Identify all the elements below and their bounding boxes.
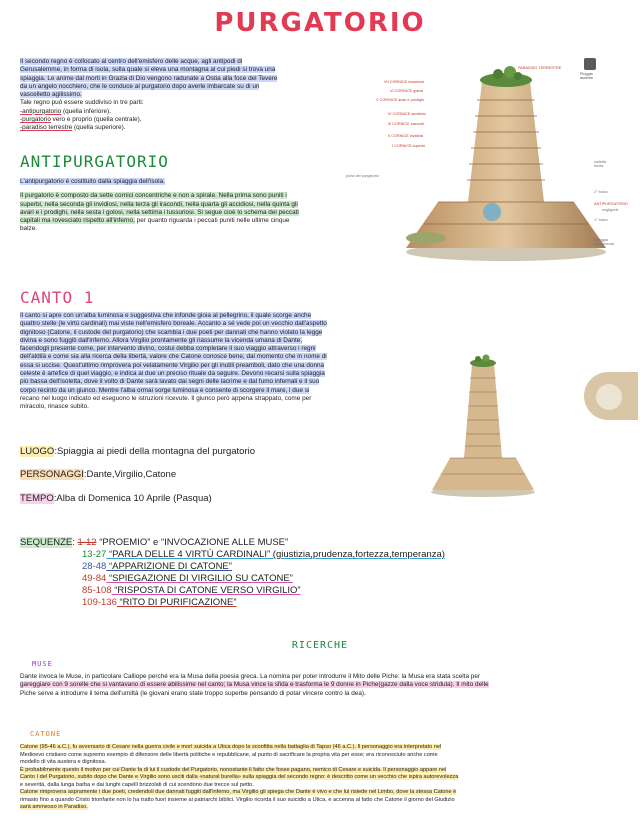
antipurgatorio-line: Il purgatorio è composto da sette cornici concentriche e non a spirale. Nella prima sono puniti i	[20, 192, 287, 200]
label-cornice-5: V CORNICE avari e prodighi	[376, 98, 425, 102]
catone-line: Medioevo cristiano come supremo esempio di difensore delle libertà politiche e repubblicane, al punto di sacrificare la propria vita per esse; era riconosciuto anche come	[20, 751, 438, 758]
canto-line: recano nel luogo indicato ed eseguono le istruzioni ricevute. Il giunco però appena strappato, come per	[20, 394, 312, 402]
muse-line: gareggiare con 9 sorelle che si vantavano di essere abilissime nel canto; la Musa vince la sfida e trasforma le 9 donne in Piche(gazze dalla voce stridula). Il mito delle	[20, 681, 489, 689]
intro-line: vascelletto agilissimo.	[20, 91, 82, 99]
sequenza-text: “RISPOSTA DI CATONE VERSO VIRGILIO”	[111, 585, 301, 596]
canto-line: celeste è artefice di quel viaggio, e indica ai due un preciso rituale da seguire. Devono recarsi sulla spiaggia	[20, 370, 325, 378]
label-porta-purgatorio: porta del purgatorio	[346, 174, 379, 178]
sequenza-text: “APPARIZIONE DI CATONE”	[106, 561, 232, 572]
sequenza-range: 49-84	[82, 573, 107, 584]
sequenza-text: “PARLA DELLE 4 VIRTÙ CARDINALI” (giustizia,prudenza,fortezza,temperanza)	[106, 549, 445, 560]
sequenza-range: 1-12	[77, 537, 97, 548]
sequenze-label: SEQUENZE	[20, 537, 73, 548]
label-spiaggia: spiaggia scomunicati	[594, 238, 615, 246]
luogo-label: LUOGO	[20, 446, 55, 457]
antipurgatorio-line: superbi, nella seconda gli invidiosi, nella terza gli iracondi, nella quarta gli accidiosi, nella quinta gli	[20, 200, 298, 208]
intro-item-text: (quella inferiore),	[61, 107, 111, 115]
intro-line: Il secondo regno è collocato al centro dell'emisfero delle acque, agli antipodi di	[20, 58, 243, 65]
label-cornice-1: I CORNICE superbi	[392, 144, 426, 148]
canto-line: quattro stelle (le virtù cardinali) mai viste nell'emisfero boreale. Accanto a sé vede poi un vecchio dall'aspetto	[20, 320, 327, 328]
label-cornice-2: II CORNICE invidiosi	[388, 134, 424, 138]
sequenza-range: 85-108	[82, 585, 112, 596]
intro-paragraph	[20, 58, 380, 133]
tempo-row	[20, 493, 212, 504]
label-cornice-7: VII CORNICE lussuriosi	[384, 80, 425, 84]
personaggi-value: :Dante,Virgilio,Catone	[83, 469, 177, 480]
intro-item-purgatorio: -purgatorio	[20, 116, 51, 124]
intro-item-text: vero e proprio (quella centrale),	[50, 116, 142, 124]
catone-line: Catone (95-46 a.C.), fu avversario di Cesare nella guerra civile e morì suicida a Utica dopo la sconfitta nella battaglia di Tapso (46 a.C.). Il personaggio era interpretato nel	[20, 744, 442, 750]
purgatory-mountain-diagram	[346, 52, 628, 262]
sequenze-block: SEQUENZE: 1-12 “PROEMIO” e “INVOCAZIONE ALLE MUSE” 13-27 “PARLA DELLE 4 VIRTÙ CARDINALI” (giustizia,prudenza,fortezza,temperanza) 28-48 “APPARIZIONE DI CATONE” 49-84 “SPIEGAZIONE DI VIRGILIO SU CATONE” 85-108 “RISPOSTA DI CATONE VERSO VIRGILIO” 109-136 “RITO DI PURIFICAZIONE”	[20, 537, 445, 608]
catone-line: modello di vita austera e dignitosa.	[20, 759, 107, 765]
antipurgatorio-paragraph	[20, 178, 390, 234]
intro-line: Tale regno può essere suddiviso in tre parti:	[20, 99, 144, 107]
sequenza-range: 109-136	[82, 597, 117, 608]
catone-line: È probabilmente questo il motivo per cui Dante fa di lui il custode del Purgatorio, nonostante il fatto che fosse pagano, nemico di Cesare e suicida. Il personaggio appare nel	[20, 766, 447, 773]
label-pioggia-assente: Pioggia assente	[580, 72, 594, 80]
luogo-value: :Spiaggia ai piedi della montagna del purgatorio	[54, 446, 256, 457]
label-valletta-fiorita: valletta fiorita	[594, 160, 607, 168]
antipurgatorio-line: per quanto riguarda i peccati puniti nelle ultime cinque	[134, 217, 290, 225]
antipurgatorio-line: capitali ma rovesciato rispetto all'inferno,	[20, 217, 135, 225]
intro-item-text: (quella superiore).	[72, 124, 126, 132]
intro-item-antipurgatorio: -antipurgatorio	[20, 107, 62, 115]
muse-heading: MUSE	[32, 660, 53, 668]
sequenza-text: “RITO DI PURIFICAZIONE”	[116, 597, 237, 608]
sequenza-text: “PROEMIO” e “INVOCAZIONE ALLE MUSE”	[96, 537, 289, 548]
antipurgatorio-heading: ANTIPURGATORIO	[20, 152, 169, 171]
personaggi-label: PERSONAGGI	[20, 469, 84, 480]
sequenza-text: “SPIEGAZIONE DI VIRGILIO SU CATONE”	[106, 573, 293, 584]
muse-line: Piche serve a introdurre il tema dell'umiltà (le giovani erano state troppo superbe pensando di potar vincere contro la dea).	[20, 689, 366, 697]
canto-line: miracolo, rinasce subito.	[20, 403, 89, 411]
sequenza-range: 28-48	[82, 561, 107, 572]
canto-line: dignitoso (Catone, il custode del purgatorio) che scambia i due poeti per dannati che hanno violato la legge	[20, 328, 323, 336]
canto-line: facendogli presente come, per intervento divino, costui debba completare il suo viaggio attraverso i regni	[20, 345, 316, 353]
intro-line: Gerusalemme, in forma di isola, sulla quale si eleva una montagna al cui piedi si trova una	[20, 66, 276, 74]
personaggi-row	[20, 469, 176, 480]
canto-summary	[20, 312, 415, 412]
mountain-small-illustration	[428, 348, 538, 498]
catone-line: Canto I del Purgatorio, subito dopo che Dante e Virgilio sono usciti dalla «natural burella» sulla spiaggia del secondo regno: è descritto come un vecchio che ispira autorevolezza	[20, 774, 459, 780]
canto-line: più bassa dell'isoletta, dove il volto di Dante sarà lavato dai segni delle lacrime e dal fumo infernali e il suo	[20, 378, 320, 386]
catone-line: sarà ammesso in Paradiso.	[20, 804, 88, 810]
label-cornice-4: IV CORNICE accidiosi	[388, 112, 426, 116]
label-negligenti: negligenti	[602, 208, 619, 212]
intro-item-paradiso: -paradiso terrestre	[20, 124, 73, 132]
catone-line: rimasto fino a quando Cristo trionfante non lo ha tratto fuori insieme ai patriarchi biblici. Virgilio ricorda il suo suicidio a Utica, e accenna al fatto che Catone il giorno del Giudizio	[20, 796, 455, 803]
tempo-value: :Alba di Domenica 10 Aprile (Pasqua)	[53, 493, 212, 504]
intro-line: spiaggia. Le anime dal morti in Grazia di Dio vengono radunate a Ostia alla foce del Tevere	[20, 74, 278, 82]
canto-line: dell'aldilà e come sia alla ricerca della libertà, valore che Catone conosce bene, dal momento che in nome di	[20, 353, 327, 361]
canto-line: Il canto si apre con un'alba luminosa e suggestiva che infonde gioia al pellegrino, il quale scorge anche	[20, 312, 312, 319]
catone-line: e severità, dalla lunga barba e dai lunghi capelli brizzolati di cui scendono due trecce sul petto.	[20, 781, 254, 788]
label-antipurgatorio: ANTIPURGATORIO	[594, 202, 628, 206]
canto-line: corpo recinto da un giunco. Mentre l'alba ormai sorge luminosa e consente di scorgere il mare, i due si	[20, 386, 310, 394]
label-cornice-6: VI CORNICE golosi	[390, 89, 424, 93]
catone-paragraph	[20, 744, 620, 812]
label-balzo-1: 1° balzo	[594, 218, 608, 222]
canto-mountain-illustration	[428, 348, 538, 498]
label-balzo-2: 2° balzo	[594, 190, 608, 194]
page-title: PURGATORIO	[214, 8, 426, 38]
sequenza-range: 13-27	[82, 549, 107, 560]
canto-line: divina e sono fuggiti dall'inferno. Allora Virgilio prontamente gli riassume la vicenda umana di Dante,	[20, 336, 303, 344]
canto-line: essa si uccise. Quest'ultimo rimprovera poi velatamente Virgilio per gli inutili preamboli, dato che una donna	[20, 361, 325, 369]
ricerche-heading: RICERCHE	[291, 640, 349, 651]
antipurgatorio-line: L'antipurgatorio è costituito dalla spiaggia dell'isola.	[20, 178, 165, 185]
mountain-illustration	[398, 52, 620, 262]
cornice-detail-image	[578, 372, 638, 420]
label-cornice-3: III CORNICE iracondi	[388, 122, 425, 126]
antipurgatorio-line: avari e i prodighi, nella sesta i golosi, nella settima i lussuriosi. Si segue cioè lo schema dei peccati	[20, 208, 299, 216]
label-paradiso-terrestre: PARADISO TERRESTRE	[518, 66, 562, 70]
catone-line: Catone rimprovera aspramente i due poeti, credendoli due dannati fuggiti dall'inferno, ma Virgilio gli spiega che Dante è vivo e che lui risiede nel Limbo, dove la stessa Catone è	[20, 789, 457, 795]
catone-heading: CATONE	[30, 730, 62, 738]
muse-paragraph	[20, 673, 620, 698]
intro-line: da un angelo nocchiero, che le conduce al purgatorio dopo averle imbarcate su di un	[20, 82, 260, 90]
antipurgatorio-line: balze.	[20, 225, 38, 233]
luogo-row	[20, 446, 255, 457]
pioggia-assente-icon	[584, 58, 596, 70]
muse-line: Dante invoca le Muse, in particolare Calliope perché era la Musa della poesia greca. La nomina per poter introdurre il Mito delle Piche: la Musa era stata scelta per	[20, 673, 481, 680]
tempo-label: TEMPO	[20, 493, 54, 504]
canto-heading: CANTO 1	[20, 288, 95, 307]
